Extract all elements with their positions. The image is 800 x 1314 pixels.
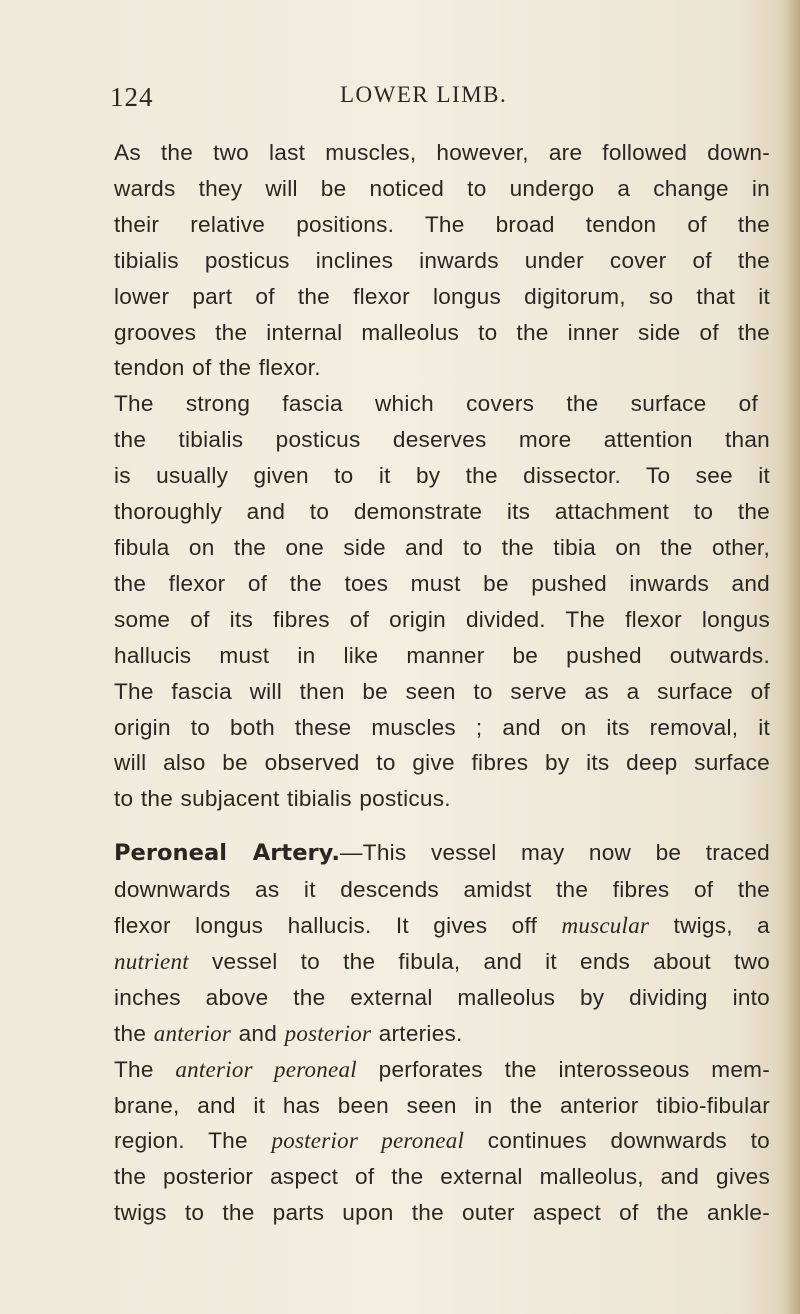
- text-line: lower part of the flexor longus digitorum, so that it: [114, 283, 770, 309]
- text-line: origin to both these muscles ; and on its removal, it: [114, 714, 770, 740]
- text-run: continues downwards to: [464, 1128, 770, 1154]
- text-run: twigs, a: [649, 913, 770, 939]
- italic-term: muscular: [561, 913, 650, 939]
- text-line: As the two last muscles, however, are followed down-: [114, 140, 770, 165]
- text-line: their relative positions. The broad tendon of the: [114, 211, 770, 237]
- text-line: is usually given to it by the dissector. To see it: [114, 463, 770, 489]
- text-line: wards they will be noticed to undergo a change in: [114, 175, 770, 201]
- text-run: —This vessel may now be traced: [339, 840, 771, 866]
- body-text: [114, 135, 770, 1231]
- text-line: brane, and it has been seen in the anterior tibio-fibular: [114, 1092, 770, 1118]
- text-line: downwards as it descends amidst the fibres of the: [114, 877, 770, 903]
- text-line: [114, 1123, 770, 1159]
- text-line: [114, 1052, 770, 1088]
- text-line: some of its fibres of origin divided. The flexor longus: [114, 606, 770, 632]
- text-line: grooves the internal malleolus to the inner side of the: [114, 319, 770, 345]
- text-run: the: [114, 1020, 154, 1046]
- text-line: inches above the external malleolus by dividing into: [114, 984, 770, 1010]
- text-line: to the subjacent tibialis posticus.: [114, 786, 451, 812]
- paragraph-final: [114, 1052, 770, 1232]
- text-run: The: [114, 1056, 176, 1082]
- section-heading: Peroneal Artery.: [114, 840, 340, 867]
- paragraph-peroneal-artery: [114, 835, 770, 1051]
- text-line: fibula on the one side and to the tibia on the other,: [114, 534, 770, 560]
- paragraph-2: [114, 386, 770, 817]
- text-line: hallucis must in like manner be pushed outwards.: [114, 642, 770, 668]
- page-edge: [786, 0, 800, 1314]
- text-line: twigs to the parts upon the outer aspect of the ankle-: [114, 1200, 770, 1226]
- running-title: LOWER LIMB.: [340, 82, 508, 107]
- text-line: [114, 835, 770, 872]
- italic-term: posterior peroneal: [271, 1128, 465, 1154]
- text-line: [114, 944, 770, 980]
- text-line: The strong fascia which covers the surface of: [114, 391, 758, 417]
- text-line: the tibialis posticus deserves more attention than: [114, 427, 770, 453]
- text-line: The fascia will then be seen to serve as a surface of: [114, 678, 770, 704]
- page-number: 124: [110, 82, 154, 112]
- text-run: arteries.: [371, 1020, 463, 1046]
- text-run: perforates the interosseous mem-: [356, 1056, 770, 1082]
- italic-term: nutrient: [114, 948, 189, 974]
- text-run: and: [231, 1020, 285, 1046]
- text-line: the flexor of the toes must be pushed inwards and: [114, 570, 770, 596]
- text-line: [114, 1016, 770, 1052]
- text-line: tibialis posticus inclines inwards under cover of the: [114, 247, 770, 273]
- italic-term: anterior peroneal: [175, 1056, 357, 1082]
- text-line: the posterior aspect of the external malleolus, and gives: [114, 1164, 770, 1190]
- text-line: thoroughly and to demonstrate its attachment to the: [114, 499, 770, 525]
- italic-term: anterior: [153, 1020, 232, 1046]
- text-run: vessel to the fibula, and it ends about two: [188, 948, 770, 974]
- paragraph-1: [114, 135, 770, 386]
- text-run: region. The: [114, 1128, 272, 1154]
- text-line: will also be observed to give fibres by its deep surface: [114, 750, 770, 776]
- text-line: tendon of the flexor.: [114, 355, 321, 381]
- italic-term: posterior: [284, 1020, 372, 1046]
- page-header: [0, 82, 800, 114]
- text-line: [114, 908, 770, 944]
- paragraph-gap: [114, 817, 770, 835]
- text-run: flexor longus hallucis. It gives off: [114, 913, 562, 939]
